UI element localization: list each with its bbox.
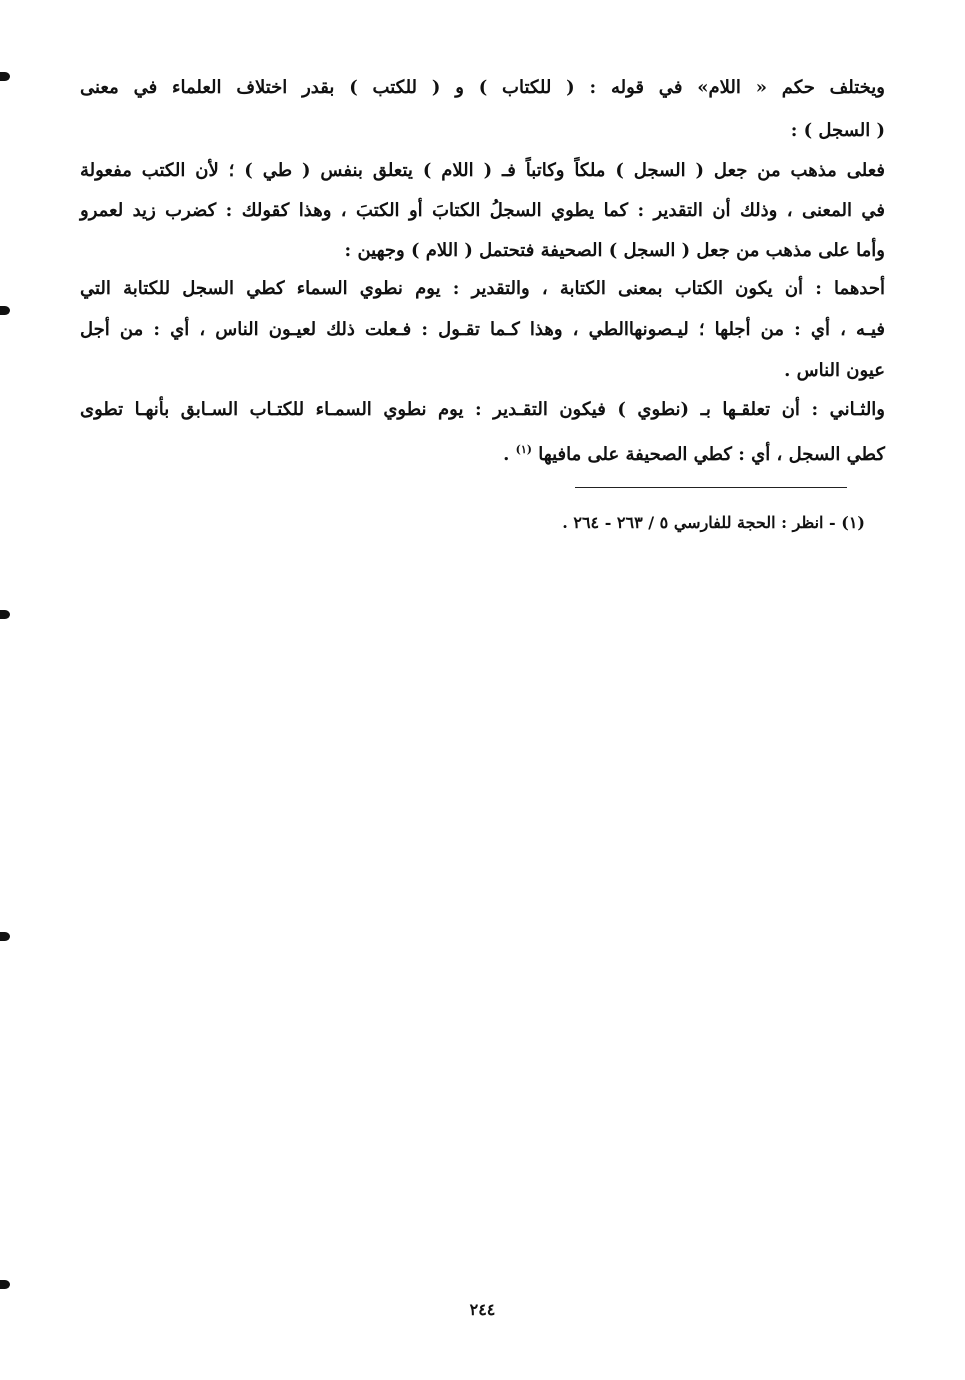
page-number: ٢٤٤ [469, 1300, 496, 1319]
body-text: كطي السجل ، أي : كطي الصحيفة على مافيها [538, 444, 885, 465]
binding-hole-mark [0, 932, 10, 941]
footnote-text: (١) - انظر : الحجة للفارسي ٥ / ٢٦٣ - ٢٦٤ . [562, 513, 865, 532]
footnote-reference: (١) [515, 443, 533, 456]
body-text-line: فعلى مذهب من جعل ( السجل ) ملكاً وكاتباً فـ ( اللام ) يتعلق بنفس ( طي ) ؛ لأن الكتب مفعولة [80, 160, 885, 181]
body-text-line [503, 435, 885, 470]
body-text-line: ( السجل ) : [790, 120, 885, 141]
binding-hole-mark [0, 72, 10, 81]
body-text-line: في المعنى ، وذلك أن التقدير : كما يطوي السجلُ الكتابَ أو الكتبَ ، وهذا كقولك : كضرب زيد لعمرو [80, 200, 885, 221]
binding-hole-mark [0, 306, 10, 315]
binding-hole-mark [0, 1280, 10, 1289]
body-text-line: أحدهما : أن يكون الكتاب بمعنى الكتابة ، والتقدير : يوم نطوي السماء كطي السجل للكتابة التي [80, 278, 885, 299]
body-text-line: عيون الناس . [784, 360, 885, 381]
footnote-separator [575, 487, 847, 488]
sentence-end: . [503, 444, 516, 465]
body-text-line: فيـه ، أي : من أجلها ؛ ليـصونهاالطي ، وهذا كـما تقـول : فـعلت ذلك لعيـون الناس ، أي : من أجل [80, 319, 885, 340]
body-text-line: والثـاني : أن تعلقـها بـ (نطوي ) فيكون التقـدير : يوم نطوي السمـاء للكتـاب السـابق بأنهـا تطوى [80, 399, 885, 420]
binding-hole-mark [0, 610, 10, 619]
body-text-line: وأما على مذهب من جعل ( السجل ) الصحيفة فتحتمل ( اللام ) وجهين : [344, 240, 885, 261]
body-text-line: ويختلف حكم « اللام» في قوله : ( للكتاب ) و ( للكتب ) بقدر اختلاف العلماء في معنى [80, 77, 885, 98]
